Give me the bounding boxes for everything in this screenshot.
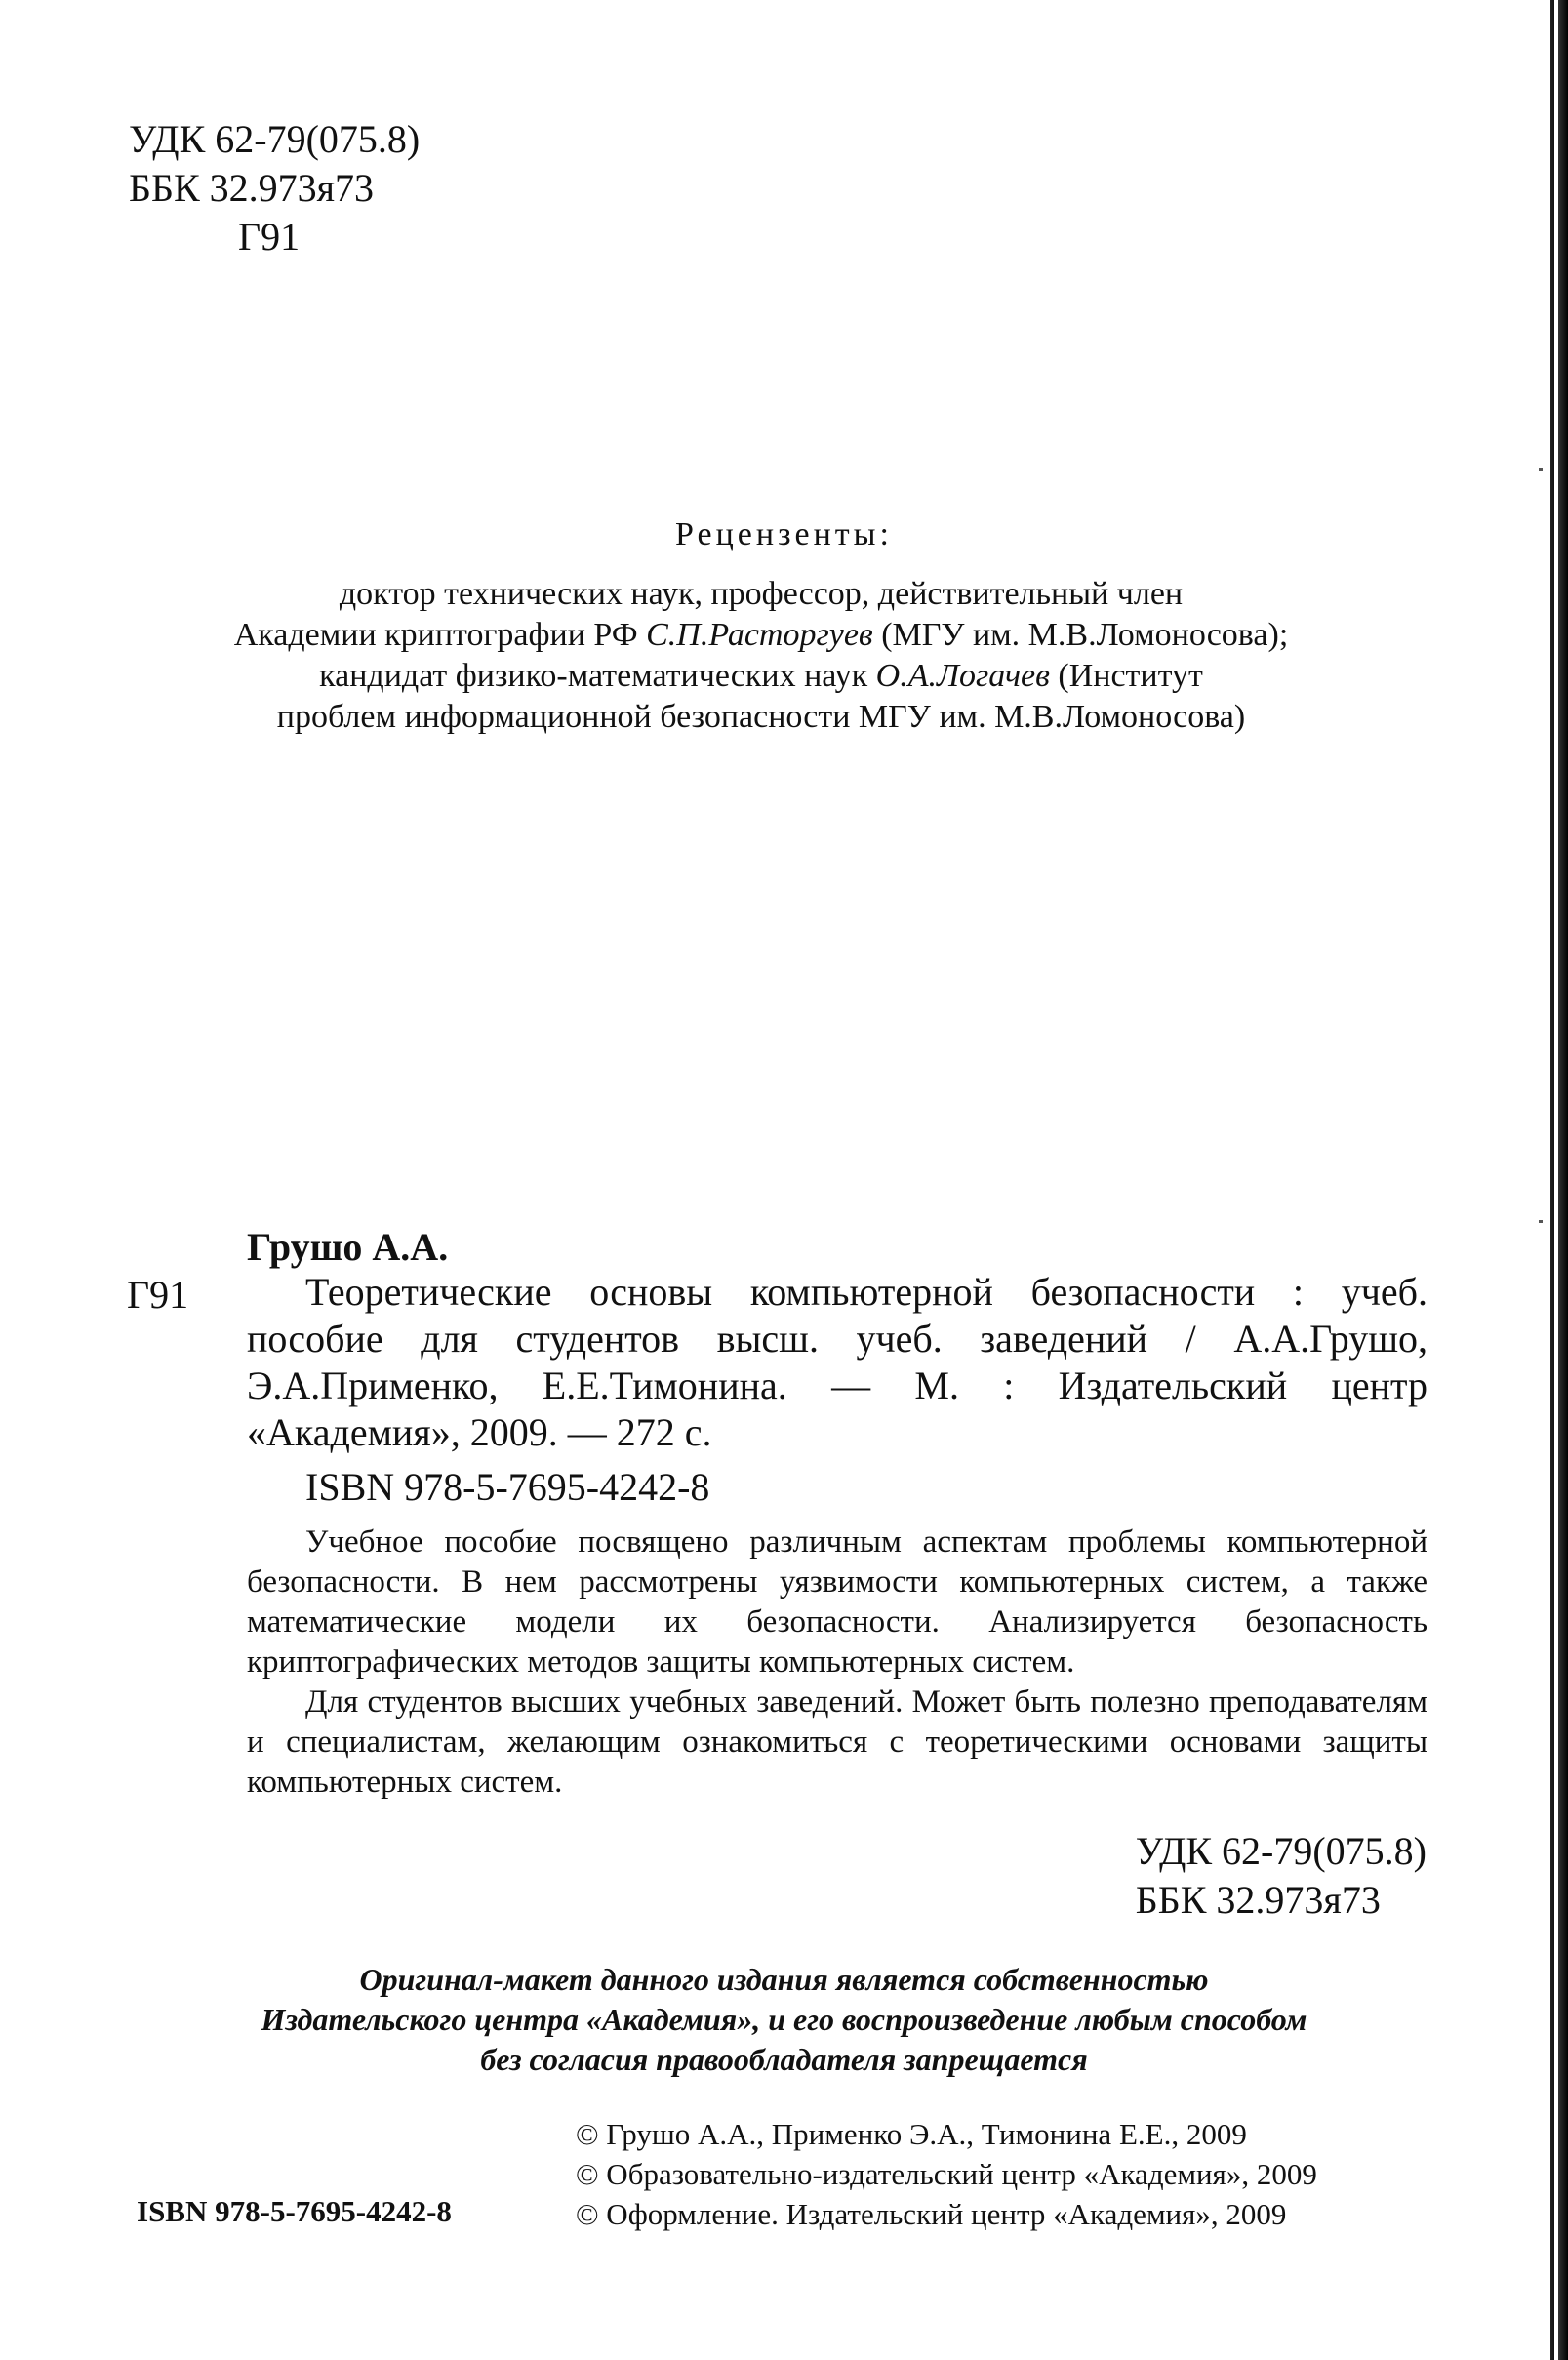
annotation-paragraph: Для студентов высших учебных заведений. Может быть полезно преподавателям и специалистам, желающим ознакомиться с теоретическими основами защиты компьютерных систем.	[247, 1685, 1427, 1800]
copyright-line: © Грушо А.А., Применко Э.А., Тимонина Е.Е., 2009	[576, 2117, 1247, 2151]
reviewer-line: доктор технических наук, профессор, действительный член	[339, 576, 1184, 612]
scan-speck	[1539, 468, 1543, 471]
author-heading: Грушо А.А.	[247, 1225, 449, 1269]
bibliographic-description: Теоретические основы компьютерной безопасности : учеб. пособие для студентов высш. учеб. заведений / А.А.Грушо, Э.А.Применко, Е.Е.Тимонина. — М. : Издательский центр «Академия», 2009. — 272 с.	[247, 1270, 1427, 1454]
reviewer-name: О.А.Логачев	[875, 658, 1050, 694]
header-udk: УДК 62-79(075.8)	[129, 117, 421, 161]
copyright-notice: Оригинал-макет данного издания является собственностью Издательского центра «Академия», и его воспроизведение любым способом без согласия правообладателя запрещается	[261, 1962, 1307, 2077]
header-bbk: ББК 32.973я73	[129, 166, 375, 210]
header-classification	[129, 115, 420, 262]
reviewer-line: проблем информационной безопасности МГУ им. М.В.Ломоносова)	[276, 699, 1246, 735]
isbn-bottom: ISBN 978-5-7695-4242-8	[137, 2194, 452, 2228]
isbn: ISBN 978-5-7695-4242-8	[305, 1465, 710, 1509]
reviewer-line: Академии криптографии РФ С.П.Расторгуев (МГУ им. М.В.Ломоносова);	[233, 617, 1289, 653]
scan-speck	[1539, 1220, 1543, 1223]
udk-code: УДК 62-79(075.8)	[1135, 1829, 1427, 1873]
copyright-line: © Образовательно-издательский центр «Академия», 2009	[576, 2157, 1317, 2191]
bbk-code: ББК 32.973я73	[1135, 1878, 1381, 1922]
reviewers-title: Рецензенты:	[675, 516, 893, 552]
copyright-lines	[576, 2114, 1317, 2234]
author-code: Г91	[127, 1273, 189, 1317]
header-code: Г91	[238, 215, 301, 259]
annotation-paragraph: Учебное пособие посвящено различным аспектам проблемы компьютерной безопасности. В нем рассмотрены уязвимости компьютерных систем, а также математические модели их безопасности. Анализируется безопасность криптографических методов защиты компьютерных систем.	[247, 1525, 1427, 1680]
copyright-line: © Оформление. Издательский центр «Академия», 2009	[576, 2197, 1287, 2231]
reviewers-block	[127, 574, 1395, 738]
classification-block	[1136, 1827, 1427, 1925]
annotation	[247, 1523, 1427, 1803]
reviewer-line: кандидат физико-математических наук О.А.Логачев (Институт	[319, 658, 1203, 694]
reviewer-name: С.П.Расторгуев	[646, 617, 873, 653]
